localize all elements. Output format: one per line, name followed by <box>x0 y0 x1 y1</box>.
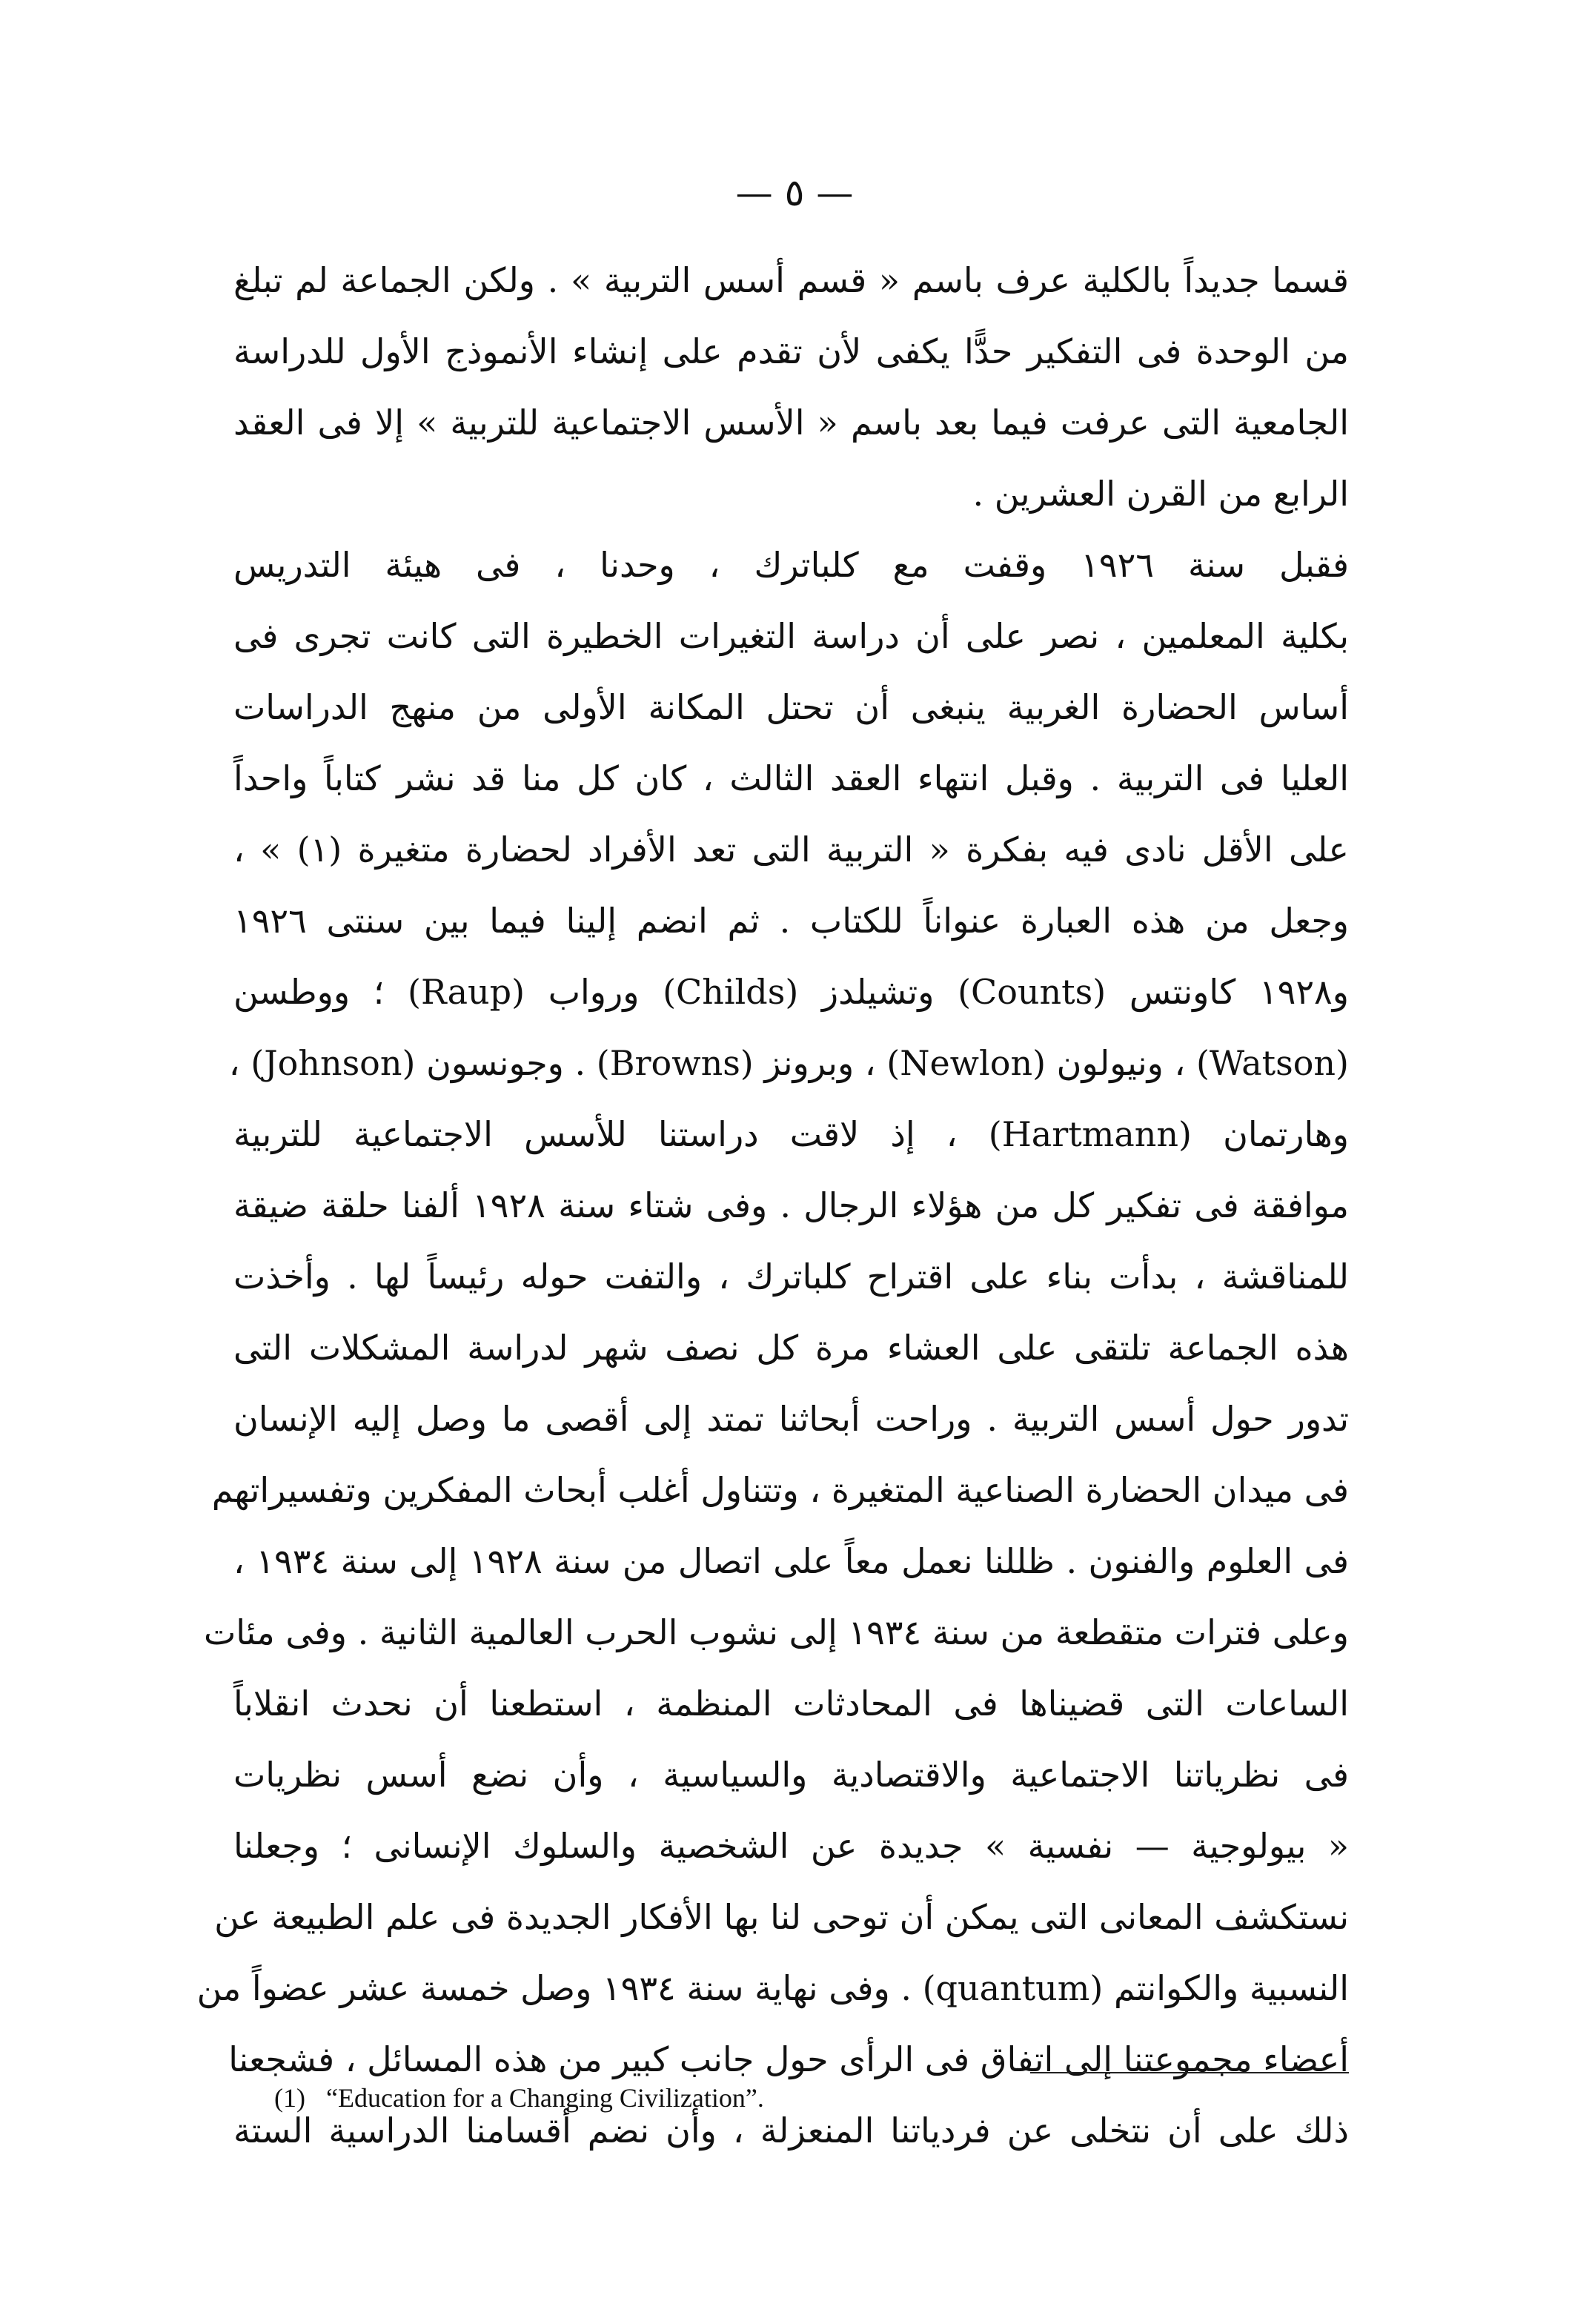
text-line: أعضاء مجموعتنا إلى اتفاق فى الرأى حول جانب كبير من هذه المسائل ، فشجعنا <box>228 2039 1349 2079</box>
text-line: « بيولوجية — نفسية » جديدة عن الشخصية والسلوك الإنسانى ؛ وجعلنا <box>233 1826 1349 1866</box>
paragraph-end-line: الرابع من القرن العشرين . <box>972 474 1349 514</box>
text-line: من الوحدة فى التفكير حدًّا يكفى لأن تقدم على إنشاء الأنموذج الأول للدراسة <box>233 331 1349 371</box>
text-line: وهارتمان (Hartmann) ، إذ لاقت دراستنا للأسس الاجتماعية للتربية <box>233 1114 1349 1154</box>
text-line: فى نظرياتنا الاجتماعية والاقتصادية والسياسية ، وأن نضع أسس نظريات <box>233 1755 1349 1795</box>
text-line: موافقة فى تفكير كل من هؤلاء الرجال . وفى شتاء سنة ١٩٢٨ ألفنا حلقة ضيقة <box>233 1185 1349 1225</box>
body-text <box>196 245 1350 2166</box>
page-number: — ٥ — <box>735 171 854 214</box>
text-line: أساس الحضارة الغربية ينبغى أن تحتل المكانة الأولى من منهج الدراسات <box>233 687 1349 727</box>
text-line: بكلية المعلمين ، نصر على أن دراسة التغيرات الخطيرة التى كانت تجرى فى <box>233 616 1349 656</box>
text-line: للمناقشة ، بدأت بناء على اقتراح كلباترك ، والتفت حوله رئيساً لها . وأخذت <box>233 1257 1349 1297</box>
footnote-marker: (1) <box>274 2083 305 2113</box>
text-line: فقبل سنة ١٩٢٦ وقفت مع كلباترك ، وحدنا ، فى هيئة التدريس <box>233 545 1349 585</box>
footnote <box>274 2079 1312 2116</box>
text-line: الجامعية التى عرفت فيما بعد باسم « الأسس الاجتماعية للتربية » إلا فى العقد <box>233 403 1349 443</box>
text-line: (Watson) ، ونيولون (Newlon) ، وبرونز (Browns) . وجونسون (Johnson) ، <box>228 1043 1349 1083</box>
text-line: النسبية والكوانتم (quantum) . وفى نهاية سنة ١٩٣٤ وصل خمسة عشر عضواً من <box>196 1968 1349 2008</box>
text-line: نستكشف المعانى التى يمكن أن توحى لنا بها الأفكار الجديدة فى علم الطبيعة عن <box>214 1897 1349 1937</box>
text-line: و١٩٢٨ كاونتس (Counts) وتشيلدز (Childs) ورواب (Raup) ؛ ووطسن <box>233 972 1349 1012</box>
text-line: قسما جديداً بالكلية عرف باسم « قسم أسس التربية » . ولكن الجماعة لم تبلغ <box>233 260 1349 300</box>
text-line: الساعات التى قضيناها فى المحادثات المنظمة ، استطعنا أن نحدث انقلاباً <box>233 1684 1349 1724</box>
text-line: هذه الجماعة تلتقى على العشاء مرة كل نصف شهر لدراسة المشكلات التى <box>233 1328 1349 1368</box>
text-line: فى ميدان الحضارة الصناعية المتغيرة ، وتتناول أغلب أبحاث المفكرين وتفسيراتهم <box>211 1470 1349 1510</box>
text-line: فى العلوم والفنون . ظللنا نعمل معاً على اتصال من سنة ١٩٢٨ إلى سنة ١٩٣٤ ، <box>233 1541 1350 1581</box>
text-line: العليا فى التربية . وقبل انتهاء العقد الثالث ، كان كل منا قد نشر كتاباً واحداً <box>233 758 1349 798</box>
text-line: على الأقل نادى فيه بفكرة « التربية التى تعد الأفراد لحضارة متغيرة (١) » ، <box>233 830 1349 870</box>
footnote-text: “Education for a Changing Civilization”. <box>325 2083 764 2113</box>
footnote-divider <box>1030 2072 1349 2073</box>
text-line: وعلى فترات متقطعة من سنة ١٩٣٤ إلى نشوب الحرب العالمية الثانية . وفى مئات <box>203 1612 1349 1652</box>
text-line: وجعل من هذه العبارة عنواناً للكتاب . ثم انضم إلينا فيما بين سنتى ١٩٢٦ <box>233 901 1349 941</box>
text-line: ذلك على أن نتخلى عن فردياتنا المنعزلة ، وأن نضم أقسامنا الدراسية الستة <box>233 2111 1349 2151</box>
text-line: تدور حول أسس التربية . وراحت أبحاثنا تمتد إلى أقصى ما وصل إليه الإنسان <box>233 1399 1349 1439</box>
